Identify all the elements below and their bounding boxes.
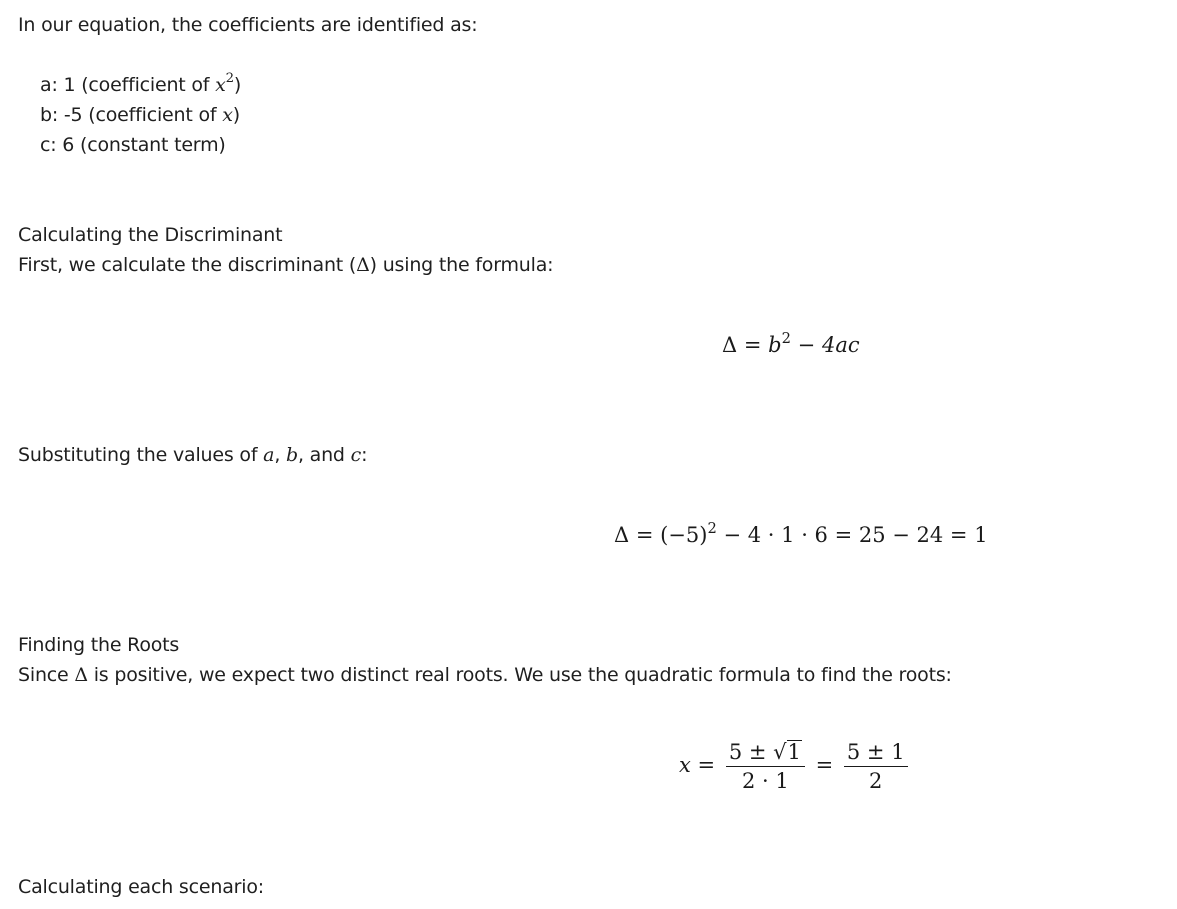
- coefficient-a-label: a: 1 (coefficient of: [40, 74, 216, 96]
- fraction-numerator: [726, 740, 805, 767]
- text-segment: , and: [297, 444, 351, 466]
- delta-symbol: Δ: [722, 333, 738, 357]
- intro-text: In our equation, the coefficients are identified as:: [18, 14, 478, 36]
- fraction-denominator: 2 · 1: [741, 769, 789, 793]
- substitution-formula: [614, 519, 988, 548]
- paren-close: ): [232, 104, 240, 126]
- fraction-denominator: 2: [869, 769, 883, 793]
- coefficient-a-item: [40, 73, 241, 97]
- coefficient-b-label: b: -5 (coefficient of: [40, 104, 223, 126]
- math-variable-c: c: [350, 444, 362, 466]
- math-variable-a: a: [263, 444, 275, 466]
- delta-symbol: Δ: [74, 664, 88, 686]
- equals-sign: =: [815, 753, 834, 777]
- fraction-2: [844, 740, 908, 793]
- math-variable-x: x: [222, 104, 233, 126]
- fraction-numerator: 5 ± 1: [844, 740, 908, 767]
- substitution-text: [18, 443, 367, 467]
- numerator-prefix: 5 ±: [728, 740, 774, 764]
- math-term-4ac: 4ac: [821, 333, 860, 357]
- text-segment: ,: [274, 444, 286, 466]
- discriminant-heading: Calculating the Discriminant: [18, 224, 283, 246]
- scenario-text: Calculating each scenario:: [18, 876, 264, 898]
- text-segment: is positive, we expect two distinct real roots. We use the quadratic formula to find the roots:: [87, 664, 952, 686]
- delta-symbol: Δ: [356, 254, 370, 276]
- paren-close: ): [233, 74, 242, 96]
- formula-lhs: Δ = (−5): [614, 523, 708, 547]
- math-variable-b: b: [286, 444, 298, 466]
- text-segment: Since: [18, 664, 75, 686]
- minus-sign: −: [797, 333, 816, 357]
- radicand: 1: [787, 740, 801, 764]
- math-exponent: 2: [707, 519, 717, 537]
- text-segment: Substituting the values of: [18, 444, 264, 466]
- square-root: [773, 740, 802, 764]
- math-variable-x: x: [215, 74, 226, 96]
- equals-sign: =: [697, 753, 716, 777]
- roots-heading: Finding the Roots: [18, 634, 180, 656]
- coefficient-c-label: c: 6 (constant term): [40, 134, 226, 156]
- discriminant-formula: [722, 329, 860, 358]
- roots-intro-text: [18, 663, 952, 687]
- radical-sign: √: [773, 740, 787, 764]
- text-segment: First, we calculate the discriminant (: [18, 254, 357, 276]
- math-exponent: 2: [781, 329, 791, 347]
- equals-sign: =: [743, 333, 762, 357]
- math-variable-b: b: [768, 333, 782, 357]
- fraction-1: [726, 740, 805, 793]
- formula-rest: − 4 · 1 · 6 = 25 − 24 = 1: [716, 523, 988, 547]
- math-variable-x: x: [679, 753, 691, 777]
- text-segment: :: [361, 444, 368, 466]
- text-segment: ) using the formula:: [369, 254, 554, 276]
- coefficient-c-item: [40, 133, 226, 157]
- quadratic-formula: [679, 740, 912, 793]
- discriminant-intro-text: [18, 253, 553, 277]
- coefficient-b-item: [40, 103, 240, 127]
- math-exponent: 2: [225, 71, 234, 87]
